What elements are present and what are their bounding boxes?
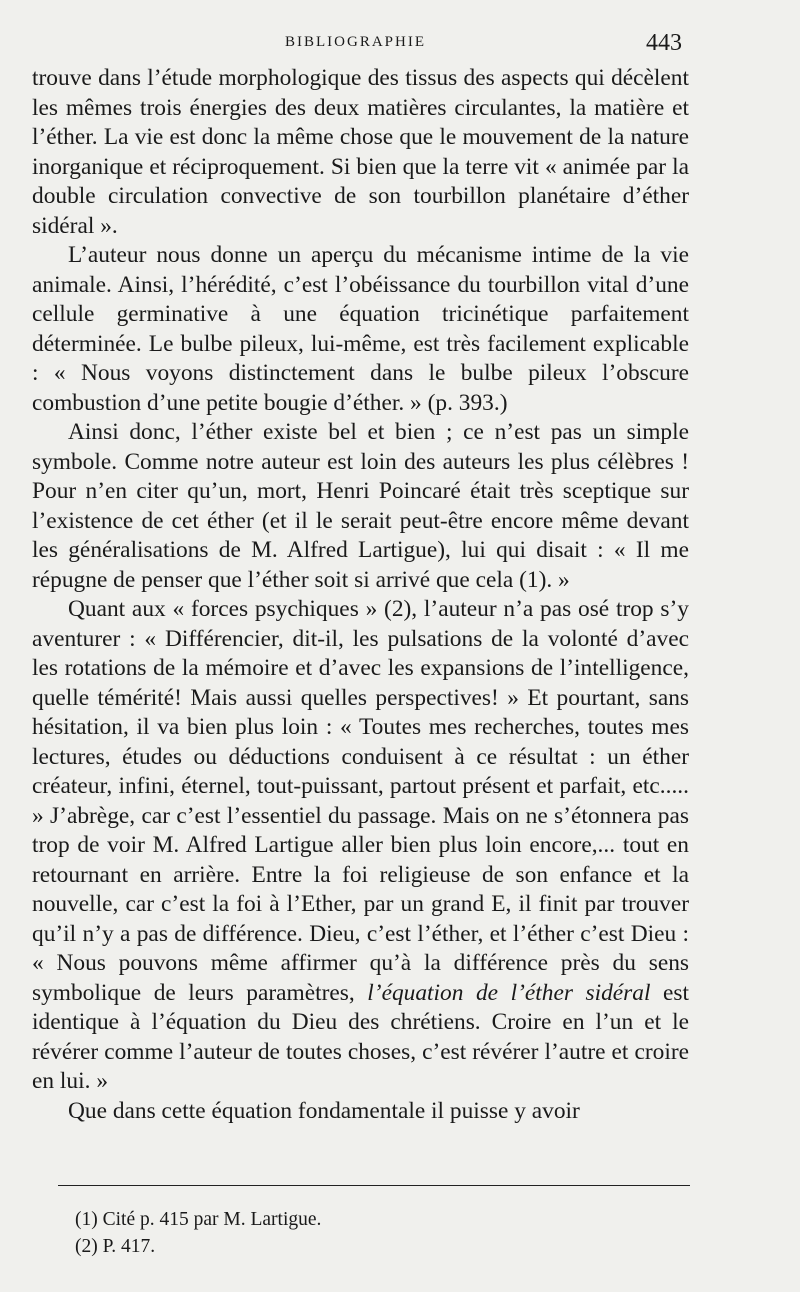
paragraph-text: L’auteur nous donne un aperçu du mécanisme intime de la vie animale. Ainsi, l’hérédité, c’est l’obéissance du tourbillon vital d’une cellule germinative à une équation tricinétique parfaitement déterminée. Le bulbe pileux, lui-même, est très facilement explicable : « Nous voyons distinctement dans le bulbe pileux l’obscure combustion d’une petite bougie d’éther. » (p. 393.) bbox=[32, 242, 689, 416]
paragraph-continuation bbox=[32, 64, 689, 241]
body-text bbox=[32, 64, 689, 1126]
running-head bbox=[32, 28, 690, 68]
paragraph-ether-exists bbox=[32, 418, 689, 595]
footnote-1: (1) Cité p. 415 par M. Lartigue. bbox=[75, 1209, 322, 1230]
paragraph-psychic-forces bbox=[32, 595, 689, 1097]
footnote-2: (2) P. 417. bbox=[75, 1236, 156, 1257]
paragraph-text-tail: est identique à l’équation du Dieu des chrétiens. Croire en l’un et le révérer comme l’auteur de toutes choses, c’est révérer l’autre et croire en lui. » bbox=[32, 979, 689, 1094]
footnote-rule bbox=[58, 1185, 690, 1186]
paragraph-text: Que dans cette équation fondamentale il puisse y avoir bbox=[68, 1097, 580, 1124]
paragraph-text: Ainsi donc, l’éther existe bel et bien ; ce n’est pas un simple symbole. Comme notre auteur est loin des auteurs les plus célèbres ! Pour n’en citer qu’un, mort, Henri Poincaré était très sceptique sur l’existence de cet éther (et il le serait peut-être encore même devant les généralisations de M. Alfred Lartigue), lui qui disait : « Il me répugne de penser que l’éther soit si arrivé que cela (1). » bbox=[32, 419, 689, 593]
running-title: BIBLIOGRAPHIE bbox=[285, 34, 426, 50]
paragraph-final-line bbox=[32, 1097, 689, 1127]
footnotes bbox=[75, 1206, 635, 1260]
paragraph-emphasis: l’équation de l’éther sidéral bbox=[367, 979, 651, 1006]
page-number: 443 bbox=[646, 30, 682, 56]
paragraph-text: trouve dans l’étude morphologique des tissus des aspects qui décèlent les mêmes trois énergies des deux matières circulantes, la matière et l’éther. La vie est donc la même chose que le mouvement de la nature inorganique et réciproquement. Si bien que la terre vit « animée par la double circulation convective de son tourbillon planétaire d’éther sidéral ». bbox=[32, 65, 689, 239]
paragraph-text: Quant aux « forces psychiques » (2), l’auteur n’a pas osé trop s’y aventurer : « Différencier, dit-il, les pulsations de la volonté d’avec les rotations de la mémoire et d’avec les expansions de l’intelligence, quelle témérité! Mais aussi quelles perspectives! » Et pourtant, sans hésitation, il va bien plus loin : « Toutes mes recherches, toutes mes lectures, études ou déductions conduisent à ce résultat : un éther créateur, infini, éternel, tout-puissant, partout présent et parfait, etc..... » J’abrège, car c’est l’essentiel du passage. Mais on ne s’étonnera pas trop de voir M. Alfred Lartigue aller bien plus loin encore,... tout en retournant en arrière. Entre la foi religieuse de son enfance et la nouvelle, car c’est la foi à l’Ether, par un grand E, il finit par trouver qu’il n’y a pas de différence. Dieu, c’est l’éther, et l’éther c’est Dieu : « Nous pouvons même affirmer qu’à la différence près du sens symbolique de leurs paramètres, bbox=[32, 596, 689, 1006]
paragraph-mechanism bbox=[32, 241, 689, 418]
